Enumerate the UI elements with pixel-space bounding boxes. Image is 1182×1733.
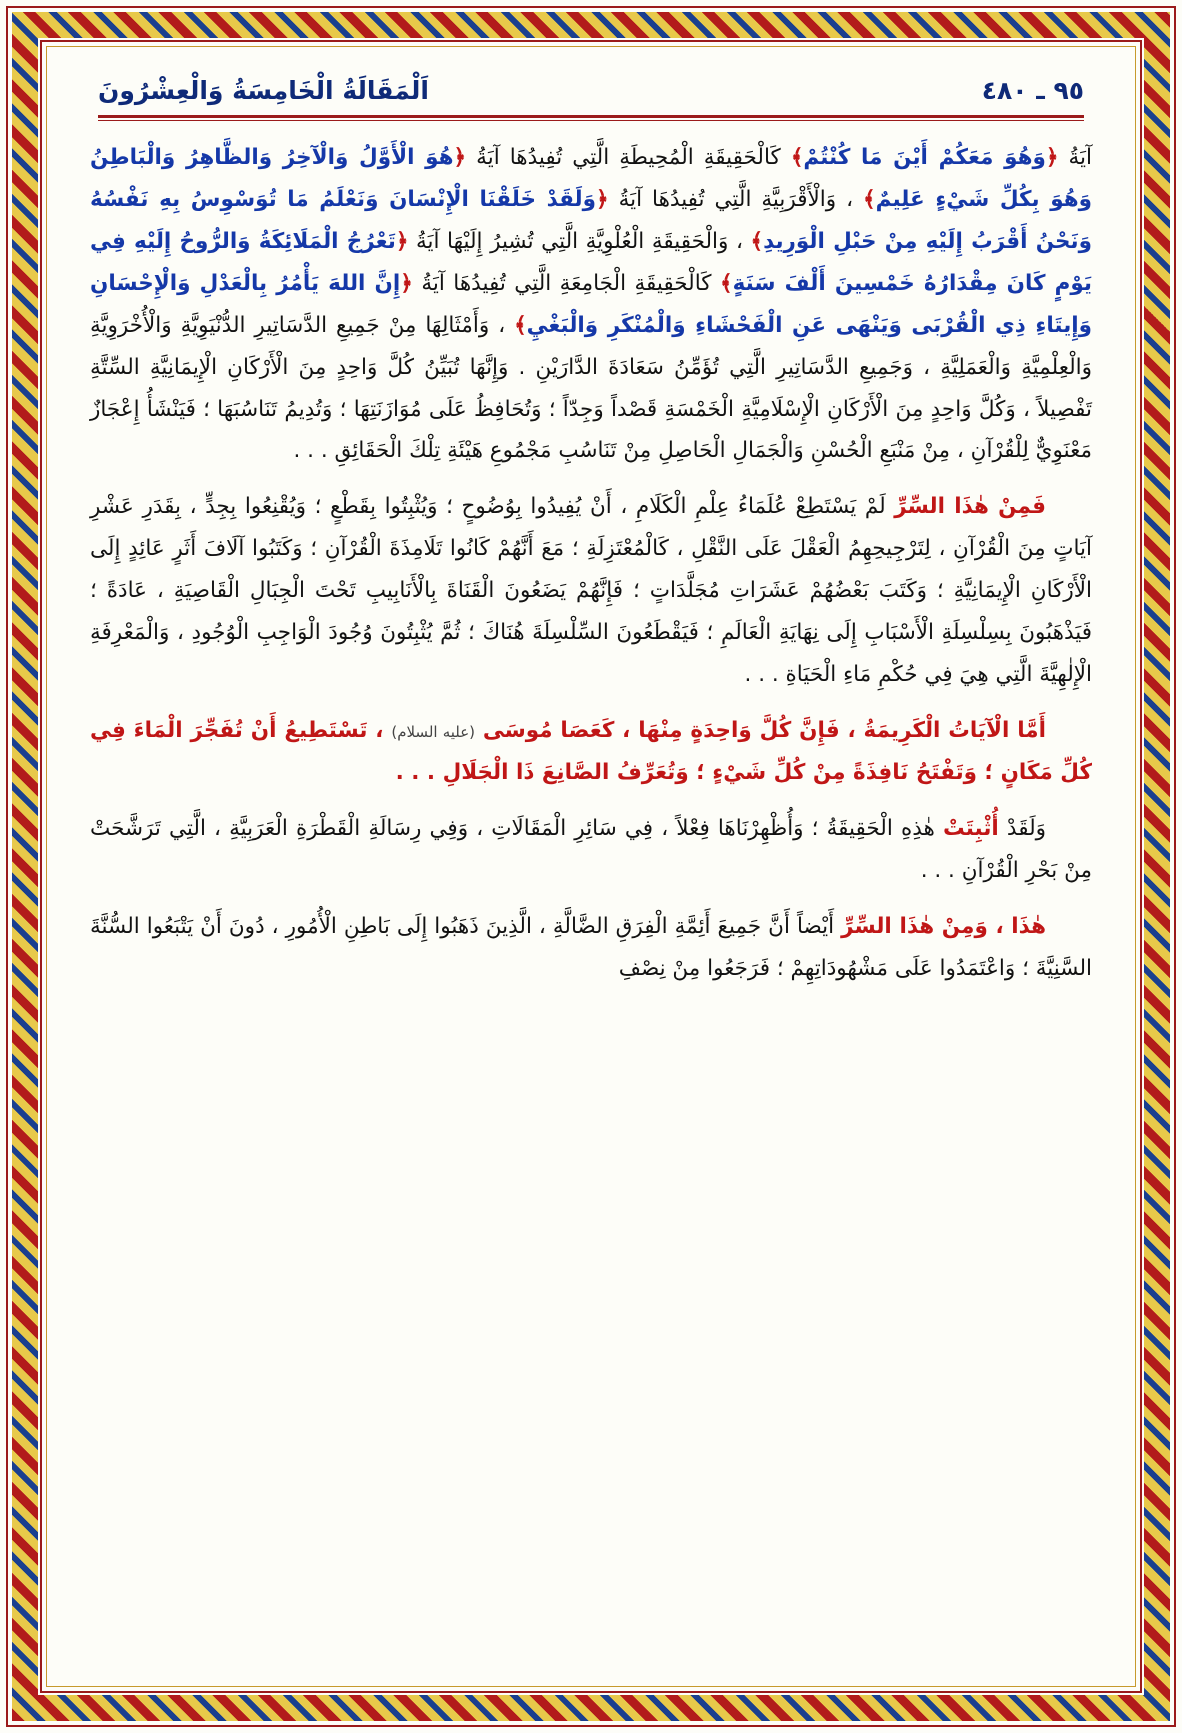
header-rule-thin bbox=[98, 120, 1084, 121]
paragraph: وَلَقَدْ أُثْبِتَتْ هٰذِهِ الْحَقِيقَةُ ؛ وَأُظْهِرْنَاهَا فِعْلاً ، فِي سَائِرِ الْمَقَالَاتِ ، وَفِي رِسَالَةِ الْقَطْرَةِ الْعَرَبِيَّةِ ، الَّتِي تَرَشَّحَتْ مِنْ بَحْرِ الْقُرْآنِ . . . bbox=[90, 815, 1092, 883]
paragraph: آيَةُ ﴿وَهُوَ مَعَكُمْ أَيْنَ مَا كُنْتُمْ﴾ كَالْحَقِيقَةِ الْمُحِيطَةِ الَّتِي تُفِيدُهَا آيَةُ ﴿هُوَ الْأَوَّلُ وَالْآخِرُ وَالظَّاهِرُ وَالْبَاطِنُ وَهُوَ بِكُلِّ شَيْءٍ عَلِيمٌ﴾ ، وَالْأَقْرَبِيَّةِ الَّتِي تُفِيدُهَا آيَةُ ﴿وَلَقَدْ خَلَقْنَا الْإِنْسَانَ وَنَعْلَمُ مَا تُوَسْوِسُ بِهِ نَفْسُهُ وَنَحْنُ أَقْرَبُ إِلَيْهِ مِنْ حَبْلِ الْوَرِيدِ﴾ ، وَالْحَقِيقَةِ الْعُلْوِيَّةِ الَّتِي تُشِيرُ إِلَيْهَا آيَةُ ﴿تَعْرُجُ الْمَلَائِكَةُ وَالرُّوحُ إِلَيْهِ فِي يَوْمٍ كَانَ مِقْدَارُهُ خَمْسِينَ أَلْفَ سَنَةٍ﴾ كَالْحَقِيقَةِ الْجَامِعَةِ الَّتِي تُفِيدُهَا آيَةُ ﴿إِنَّ اللهَ يَأْمُرُ بِالْعَدْلِ وَالْإِحْسَانِ وَإِيتَاءِ ذِي الْقُرْبَى وَيَنْهَى عَنِ الْفَحْشَاءِ وَالْمُنْكَرِ وَالْبَغْيِ﴾ ، وَأَمْثَالِهَا مِنْ جَمِيعِ الدَّسَاتِيرِ الدُّنْيَوِيَّةِ وَالْأُخْرَوِيَّةِ وَالْعِلْمِيَّةِ وَالْعَمَلِيَّةِ ، وَجَمِيعِ الدَّسَاتِيرِ الَّتِي تُؤَمِّنُ سَعَادَةَ الدَّارَيْنِ . وَإِنَّهَا تُبَيِّنُ كُلَّ وَاحِدٍ مِنَ الْأَرْكَانِ الْإِيمَانِيَّةِ السِّتَّةِ تَفْصِيلاً ، وَكُلَّ وَاحِدٍ مِنَ الْأَرْكَانِ الْإِسْلَامِيَّةِ الْخَمْسَةِ قَصْداً وَجِدّاً ؛ وَتُحَافِظُ عَلَى مُوَازَنَتِهَا ؛ وَتُدِيمُ تَنَاسُبَهَا ؛ فَيَنْشَأُ إِعْجَازٌ مَعْنَوِيٌّ لِلْقُرْآنِ ، مِنْ مَنْبَعِ الْحُسْنِ وَالْجَمَالِ الْحَاصِلِ مِنْ تَنَاسُبِ مَجْمُوعِ هَيْئَةِ تِلْكَ الْحَقَائِقِ . . . bbox=[90, 145, 1093, 464]
quran-quote: هُوَ الْأَوَّلُ وَالْآخِرُ وَالظَّاهِرُ وَالْبَاطِنُ وَهُوَ بِكُلِّ شَيْءٍ عَلِيمٌ bbox=[90, 145, 1092, 212]
quote-ornament-icon: ﴿ bbox=[453, 145, 467, 170]
quran-quote: وَهُوَ مَعَكُمْ أَيْنَ مَا كُنْتُمْ bbox=[803, 145, 1046, 170]
page-number: ٩٥ ـ ٤٨٠ bbox=[981, 76, 1084, 105]
emphasis-text: أَمَّا الْآيَاتُ الْكَرِيمَةُ ، فَإِنَّ كُلَّ وَاحِدَةٍ مِنْهَا ، كَعَصَا مُوسَى bbox=[475, 717, 1046, 743]
quote-ornament-icon: ﴿ bbox=[1045, 145, 1059, 170]
paragraph bbox=[90, 710, 1092, 794]
quote-ornament-icon: ﴾ bbox=[863, 186, 876, 212]
quote-ornament-icon: ﴿ bbox=[596, 186, 609, 212]
quote-ornament-icon: ﴾ bbox=[750, 228, 764, 254]
quote-ornament-icon: ﴾ bbox=[719, 270, 733, 296]
page-title: اَلْمَقَالَةُ الْخَامِسَةُ وَالْعِشْرُونَ bbox=[98, 76, 429, 105]
body-text bbox=[84, 137, 1098, 990]
quran-quote: إِنَّ اللهَ يَأْمُرُ بِالْعَدْلِ وَالْإِحْسَانِ وَإِيتَاءِ ذِي الْقُرْبَى وَيَنْهَى عَنِ الْفَحْشَاءِ وَالْمُنْكَرِ وَالْبَغْيِ bbox=[90, 270, 1093, 338]
emphasis-text: ، تَسْتَطِيعُ أَنْ تُفَجِّرَ الْمَاءَ فِي كُلِّ مَكَانٍ ؛ وَتَفْتَحُ نَافِذَةً مِنْ كُلِّ شَيْءٍ ؛ وَتُعَرِّفُ الصَّانِعَ ذَا الْجَلَالِ . . . bbox=[90, 717, 1092, 785]
quote-ornament-icon: ﴾ bbox=[790, 145, 804, 170]
page-content bbox=[60, 58, 1122, 1675]
emphasis-text: أُثْبِتَتْ bbox=[943, 815, 999, 841]
emphasis-text: هٰذَا ، وَمِنْ هٰذَا السِّرِّ bbox=[841, 913, 1046, 939]
quote-ornament-icon: ﴾ bbox=[514, 312, 527, 338]
page-header bbox=[84, 70, 1098, 109]
quote-ornament-icon: ﴿ bbox=[395, 228, 409, 254]
paragraph: فَمِنْ هٰذَا السِّرِّ لَمْ يَسْتَطِعْ عُلَمَاءُ عِلْمِ الْكَلَامِ ، أَنْ يُفِيدُوا بِوُضُوحٍ ؛ وَيُثْبِتُوا بِقَطْعٍ ؛ وَيُقْنِعُوا بِجِدٍّ ، بِقَدَرِ عَشْرِ آيَاتٍ مِنَ الْقُرْآنِ ، لِتَرْجِيحِهِمُ الْعَقْلَ عَلَى النَّقْلِ ، كَالْمُعْتَزِلَةِ ؛ مَعَ أَنَّهُمْ كَانُوا تَلَامِذَةَ الْقُرْآنِ ؛ وَكَتَبُوا آلَافَ أَثَرٍ عَائِدٍ إِلَى الْأَرْكَانِ الْإِيمَانِيَّةِ ؛ وَكَتَبَ بَعْضُهُمْ عَشَرَاتِ مُجَلَّدَاتٍ ؛ فَإِنَّهُمْ يَضَعُونَ الْقَنَاةَ بِالْأَنَابِيبِ تَحْتَ الْجِبَالِ الْقَاصِيَةِ ، عَادَةً ؛ فَيَذْهَبُونَ بِسِلْسِلَةِ الْأَسْبَابِ إِلَى نِهَايَةِ الْعَالَمِ ؛ فَيَقْطَعُونَ السِّلْسِلَةَ هُنَاكَ ؛ ثُمَّ يُثْبِتُونَ وُجُودَ الْوَاجِبِ الْوُجُودِ ، وَالْمَعْرِفَةِ الْإِلٰهِيَّةَ الَّتِي هِيَ فِي حُكْمِ مَاءِ الْحَيَاةِ . . . bbox=[90, 494, 1092, 688]
quran-quote: وَلَقَدْ خَلَقْنَا الْإِنْسَانَ وَنَعْلَمُ مَا تُوَسْوِسُ بِهِ نَفْسُهُ وَنَحْنُ أَقْرَبُ إِلَيْهِ مِنْ حَبْلِ الْوَرِيدِ bbox=[90, 186, 1092, 254]
emphasis-text: فَمِنْ هٰذَا السِّرِّ bbox=[894, 494, 1046, 520]
honorific-glyph: (عليه السلام) bbox=[391, 722, 476, 741]
quote-ornament-icon: ﴿ bbox=[400, 270, 413, 296]
header-rule-thick bbox=[98, 115, 1084, 118]
paragraph: هٰذَا ، وَمِنْ هٰذَا السِّرِّ أَيْضاً أَنَّ جَمِيعَ أَئِمَّةِ الْفِرَقِ الضَّالَّةِ ، الَّذِينَ ذَهَبُوا إِلَى بَاطِنِ الْأُمُورِ ، دُونَ أَنْ يَتْبَعُوا السُّنَّةَ السَّنِيَّةَ ؛ وَاعْتَمَدُوا عَلَى مَشْهُودَاتِهِمْ ؛ فَرَجَعُوا مِنْ نِصْفِ bbox=[90, 913, 1092, 981]
quran-quote: تَعْرُجُ الْمَلَائِكَةُ وَالرُّوحُ إِلَيْهِ فِي يَوْمٍ كَانَ مِقْدَارُهُ خَمْسِينَ أَلْفَ سَنَةٍ bbox=[90, 228, 1092, 296]
